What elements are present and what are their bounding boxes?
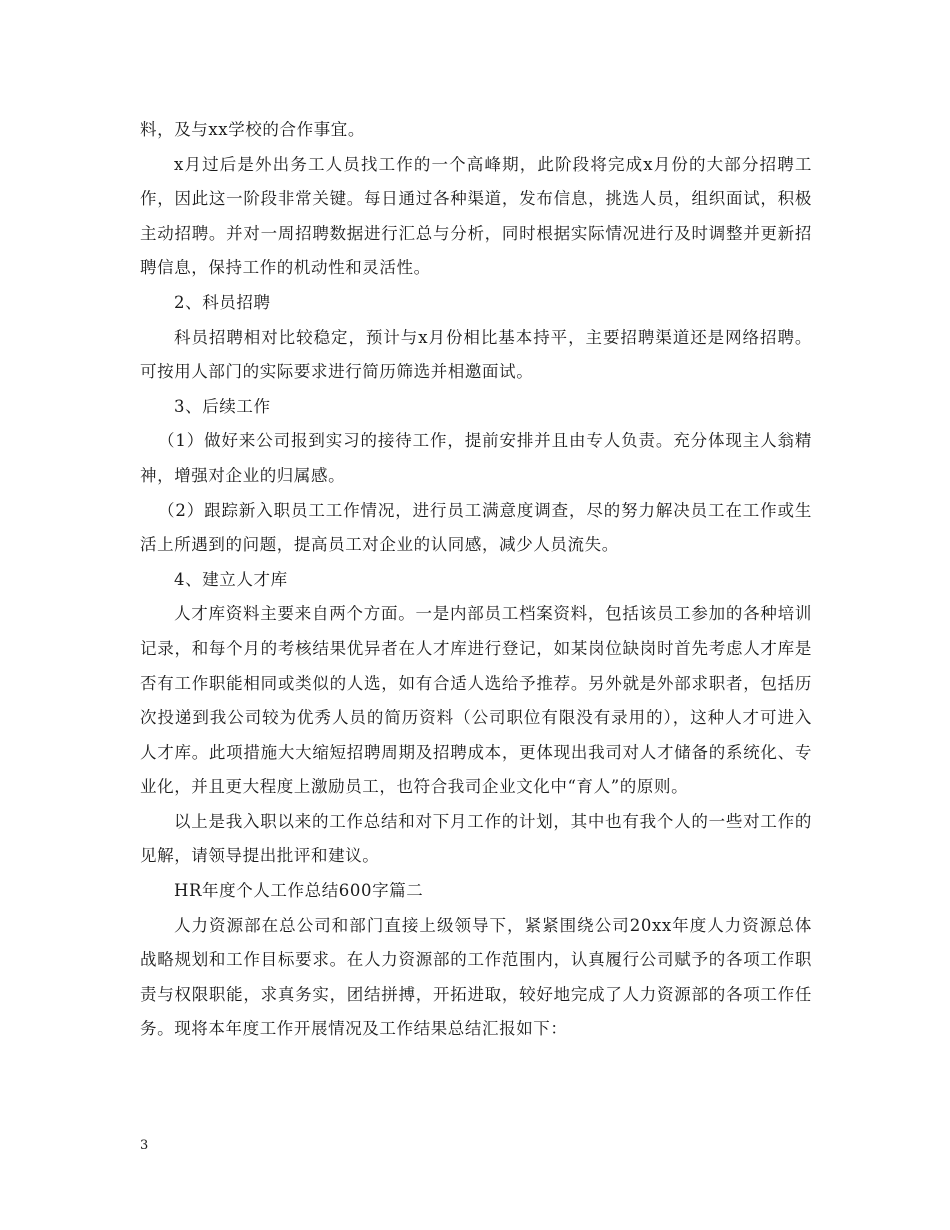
paragraph-continuation: 料，及与xx学校的合作事宜。	[140, 120, 366, 139]
paragraph-clerk-recruitment: 科员招聘相对比较稳定，预计与x月份相比基本持平，主要招聘渠道还是网络招聘。可按用人部门的实际要求进行简历筛选并相邀面试。	[140, 327, 812, 382]
document-body	[140, 113, 812, 1047]
paragraph-talent-pool: 人才库资料主要来自两个方面。一是内部员工档案资料，包括该员工参加的各种培训记录，和每个月的考核结果优异者在人才库进行登记，如某岗位缺岗时首先考虑人才库是否有工作职能相同或类似的人选，如有合适人选给予推荐。另外就是外部求职者，包括历次投递到我公司较为优秀人员的简历资料（公司职位有限没有录用的），这种人才可进入人才库。此项措施大大缩短招聘周期及招聘成本，更体现出我司对人才储备的系统化、专业化，并且更大程度上激励员工，也符合我司企业文化中“育人”的原则。	[140, 604, 812, 797]
heading-talent-pool: 4、建立人才库	[174, 569, 288, 589]
paragraph-conclusion: 以上是我入职以来的工作总结和对下月工作的计划，其中也有我个人的一些对工作的见解，请领导提出批评和建议。	[140, 811, 812, 866]
paragraph-hr-department-intro: 人力资源部在总公司和部门直接上级领导下，紧紧围绕公司20xx年度人力资源总体战略规划和工作目标要求。在人力资源部的工作范围内，认真履行公司赋予的各项工作职责与权限职能，求真务实，团结拼搏，开拓进取，较好地完成了人力资源部的各项工作任务。现将本年度工作开展情况及工作结果总结汇报如下：	[140, 915, 812, 1039]
section-title-part-two: HR年度个人工作总结600字篇二	[174, 881, 424, 901]
heading-clerk-recruitment: 2、科员招聘	[174, 292, 271, 312]
paragraph-peak-recruitment: x月过后是外出务工人员找工作的一个高峰期，此阶段将完成x月份的大部分招聘工作，因此这一阶段非常关键。每日通过各种渠道，发布信息，挑选人员，组织面试，积极主动招聘。并对一周招聘数据进行汇总与分析，同时根据实际情况进行及时调整并更新招聘信息，保持工作的机动性和灵活性。	[140, 154, 812, 278]
page-number: 3	[140, 1138, 149, 1153]
heading-follow-up-work: 3、后续工作	[174, 396, 271, 416]
paragraph-follow-up-1: （1）做好来公司报到实习的接待工作，提前安排并且由专人负责。充分体现主人翁精神，增强对企业的归属感。	[140, 431, 812, 485]
paragraph-follow-up-2: （2）跟踪新入职员工工作情况，进行员工满意度调查，尽的努力解决员工在工作或生活上所遇到的问题，提高员工对企业的认同感，减少人员流失。	[140, 500, 812, 555]
